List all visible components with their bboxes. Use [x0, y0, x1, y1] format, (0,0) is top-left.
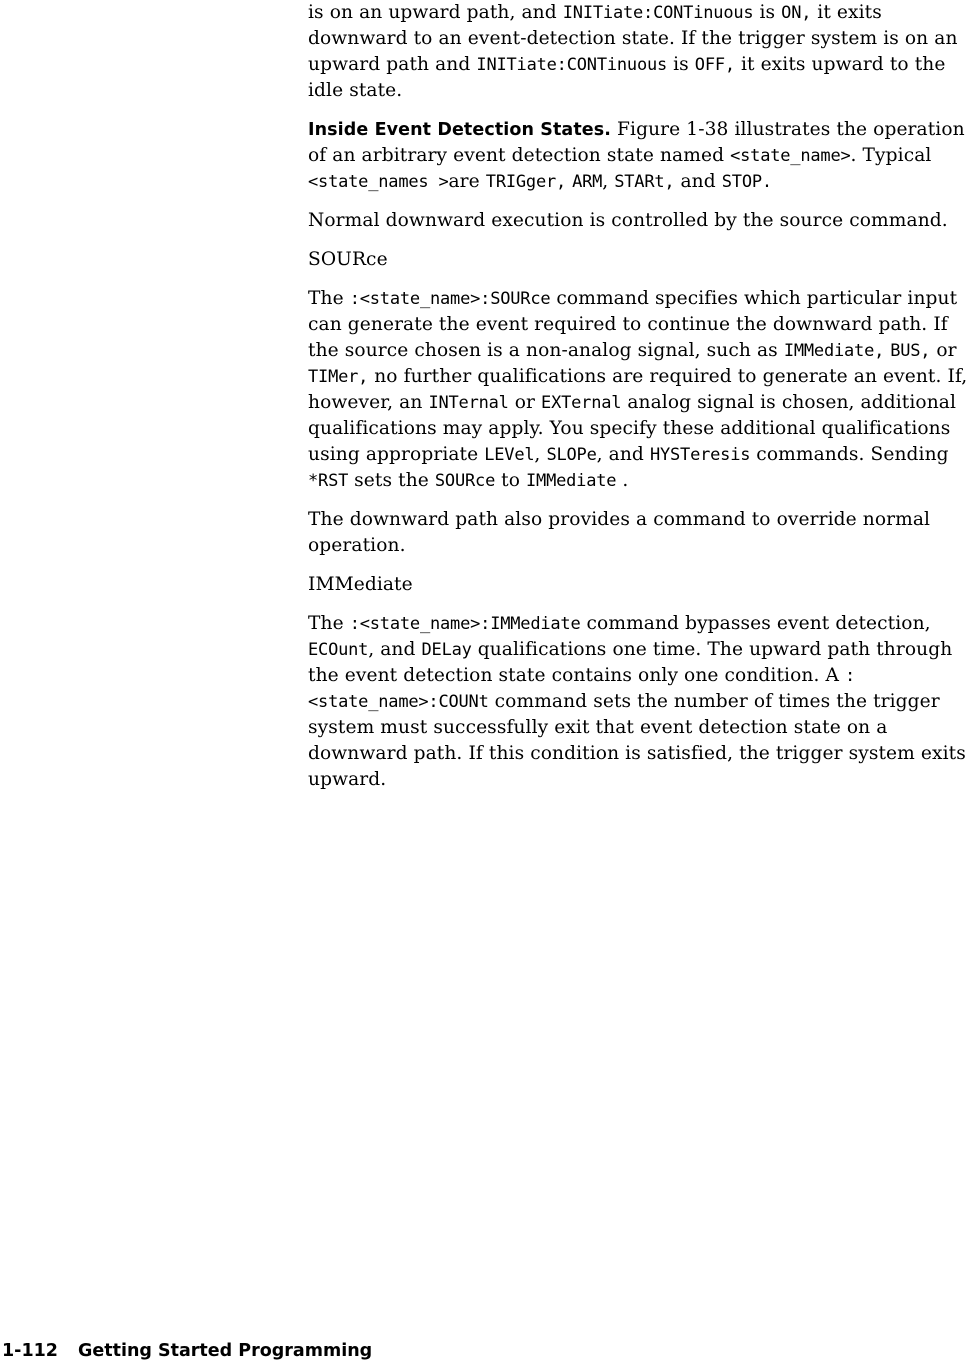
- command-keyword: TIMer,: [308, 367, 369, 387]
- command-keyword: STOP.: [721, 172, 772, 192]
- text-run: ,: [534, 444, 547, 465]
- page-footer: [2, 1341, 372, 1361]
- command-keyword: STARt,: [614, 172, 675, 192]
- command-keyword: <state_names >: [308, 172, 449, 192]
- text-run: Figure 1-38 illustrates the operation of an arbitrary event detection state named: [308, 119, 965, 166]
- text-run: or: [508, 392, 542, 413]
- command-keyword: IMMediate: [526, 471, 617, 491]
- text-run: command sets the number of times the trigger system must successfully exit that event detection state on a downward path. If this condition is satisfied, the trigger system exits upward.: [308, 691, 966, 790]
- command-keyword: ARM: [572, 172, 603, 192]
- text-run: command specifies which particular input can generate the event required to continue the downward path. If the source chosen is a non-analog signal, such as: [308, 288, 958, 361]
- run-in-heading: Inside Event Detection States.: [308, 120, 612, 140]
- body-text: [308, 0, 970, 806]
- command-keyword: LEVel: [484, 445, 535, 465]
- text-run: it exits upward to the idle state.: [308, 54, 946, 101]
- text-run: ,: [602, 171, 615, 192]
- command-keyword: OFF,: [694, 55, 735, 75]
- text-run: The: [308, 613, 350, 634]
- page-number: 1-112: [2, 1341, 58, 1361]
- paragraph-continuous-initiation: [308, 0, 970, 104]
- text-run: command bypasses event detection,: [580, 613, 931, 634]
- text-run: . Typical: [850, 145, 932, 166]
- text-run: is: [667, 54, 695, 75]
- command-keyword: ON,: [781, 3, 812, 23]
- paragraph-override: The downward path also provides a command to override normal operation.: [308, 509, 931, 556]
- command-keyword: :<state_name>:IMMediate: [349, 614, 581, 634]
- command-keyword: DELay: [421, 640, 472, 660]
- text-run: it exits downward to an event-detection state. If the trigger system is on an upward path and: [308, 2, 958, 75]
- command-keyword: ECOunt: [308, 640, 369, 660]
- command-keyword: INITiate:CONTinuous: [476, 55, 668, 75]
- command-keyword: SLOPe: [546, 445, 597, 465]
- command-keyword: EXTernal: [541, 393, 622, 413]
- command-keyword: HYSTeresis: [649, 445, 751, 465]
- text-run: is: [753, 2, 782, 23]
- command-keyword: IMMediate,: [783, 341, 885, 361]
- paragraph-normal-downward: Normal downward execution is controlled by the source command.: [308, 210, 948, 231]
- text-run: , and: [596, 444, 650, 465]
- paragraph-inside-event-detection: [308, 117, 970, 195]
- text-run: is on an upward path, and: [308, 2, 563, 23]
- text-run: .: [616, 470, 629, 491]
- paragraph-source-command: [308, 286, 970, 494]
- text-run: no further qualifications are required to generate an event. If, however, an: [308, 366, 968, 413]
- text-run: analog signal is chosen, additional qualifications may apply. You specify these additional qualifications using appropriate: [308, 392, 957, 465]
- text-run: qualifications one time. The upward path through the event detection state contains only one condition. A: [308, 639, 953, 686]
- section-title: Getting Started Programming: [77, 1341, 373, 1361]
- text-run: The: [308, 288, 350, 309]
- command-keyword: :<state_name>:COUNt: [308, 666, 856, 712]
- text-run: sets the: [348, 470, 435, 491]
- paragraph-immediate-command: [308, 611, 970, 793]
- subheading-immediate: IMMediate: [308, 574, 413, 595]
- command-keyword: *RST: [308, 471, 349, 491]
- text-run: commands. Sending: [750, 444, 949, 465]
- subheading-source: SOURce: [308, 249, 388, 270]
- text-run: and: [674, 171, 722, 192]
- command-keyword: TRIGger,: [485, 172, 567, 192]
- command-keyword: SOURce: [434, 471, 496, 491]
- command-keyword: INTernal: [428, 393, 509, 413]
- command-keyword: <state_name>: [730, 146, 851, 166]
- text-run: or: [930, 340, 957, 361]
- text-run: are: [448, 171, 486, 192]
- text-run: , and: [368, 639, 422, 660]
- command-keyword: BUS,: [890, 341, 931, 361]
- text-run: to: [495, 470, 526, 491]
- command-keyword: :<state_name>:SOURce: [349, 289, 551, 309]
- command-keyword: INITiate:CONTinuous: [562, 3, 754, 23]
